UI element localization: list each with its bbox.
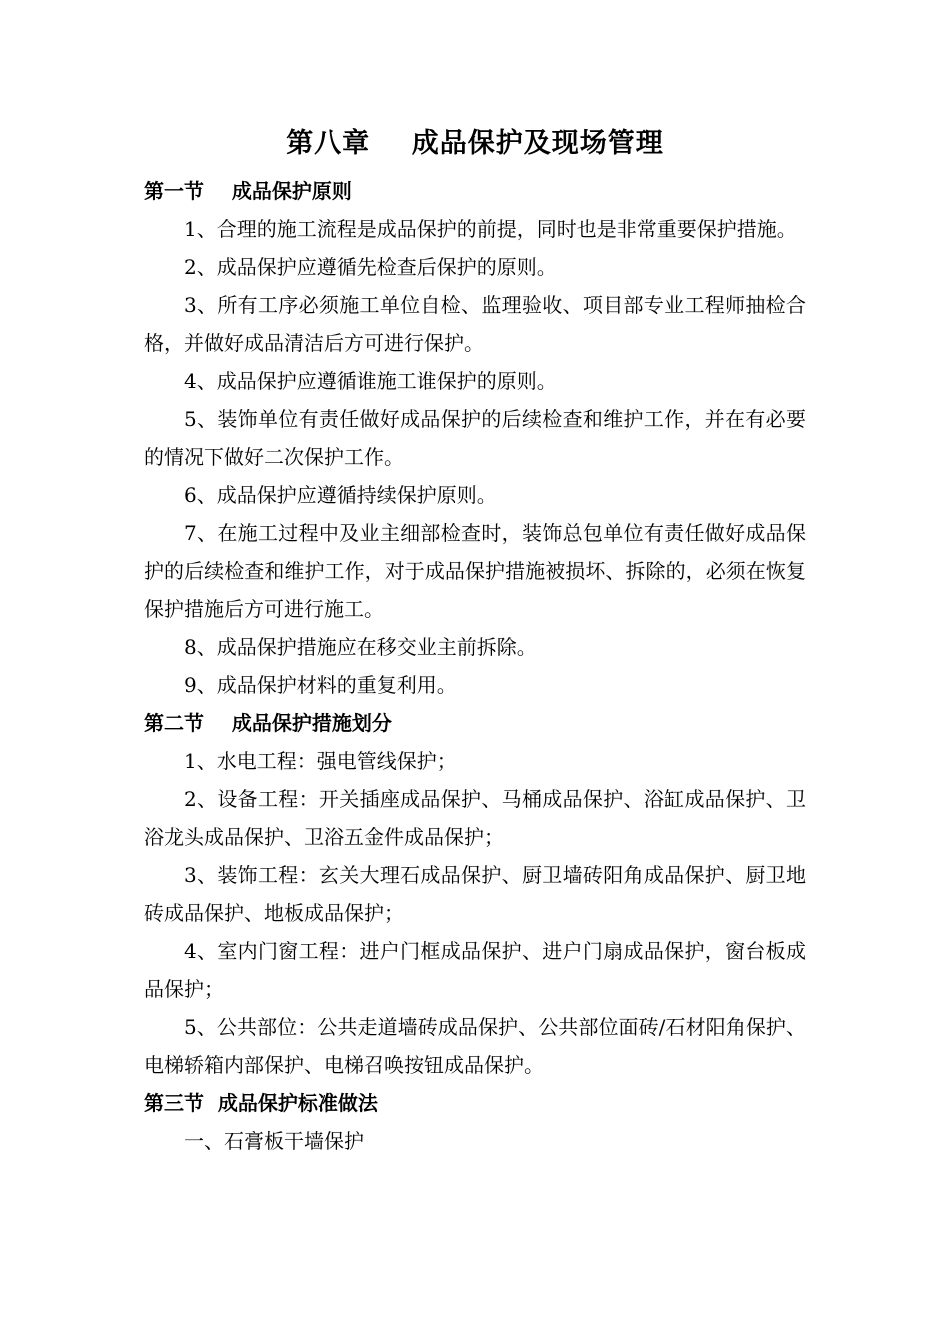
- section-heading: 第二节 成品保护措施划分: [144, 711, 392, 735]
- paragraph: 3、装饰工程：玄关大理石成品保护、厨卫墙砖阳角成品保护、厨卫地砖成品保护、地板成品保护；: [144, 863, 806, 925]
- paragraph: 5、公共部位：公共走道墙砖成品保护、公共部位面砖/石材阳角保护、电梯轿箱内部保护、电梯召唤按钮成品保护。: [144, 1015, 806, 1077]
- section-heading: 第一节 成品保护原则: [144, 179, 352, 203]
- paragraph: 1、合理的施工流程是成品保护的前提，同时也是非常重要保护措施。: [184, 217, 797, 241]
- paragraph: 7、在施工过程中及业主细部检查时，装饰总包单位有责任做好成品保护的后续检查和维护工作，对于成品保护措施被损坏、拆除的，必须在恢复保护措施后方可进行施工。: [144, 521, 806, 621]
- paragraph: 1、水电工程：强电管线保护；: [184, 749, 457, 773]
- paragraph: 5、装饰单位有责任做好成品保护的后续检查和维护工作，并在有必要的情况下做好二次保护工作。: [144, 407, 806, 469]
- paragraph: 8、成品保护措施应在移交业主前拆除。: [184, 635, 537, 659]
- paragraph: 4、成品保护应遵循谁施工谁保护的原则。: [184, 369, 557, 393]
- paragraph: 4、室内门窗工程：进户门框成品保护、进户门扇成品保护，窗台板成品保护；: [144, 939, 806, 1001]
- sub-heading: 一、石膏板干墙保护: [184, 1129, 364, 1153]
- document-body: [144, 172, 806, 1160]
- paragraph: 3、所有工序必须施工单位自检、监理验收、项目部专业工程师抽检合格，并做好成品清洁后方可进行保护。: [144, 293, 806, 355]
- paragraph: 2、设备工程：开关插座成品保护、马桶成品保护、浴缸成品保护、卫浴龙头成品保护、卫浴五金件成品保护；: [144, 787, 806, 849]
- chapter-title: 第八章 成品保护及现场管理: [286, 128, 664, 159]
- paragraph: 6、成品保护应遵循持续保护原则。: [184, 483, 497, 507]
- paragraph: 9、成品保护材料的重复利用。: [184, 673, 457, 697]
- paragraph: 2、成品保护应遵循先检查后保护的原则。: [184, 255, 557, 279]
- section-heading: 第三节 成品保护标准做法: [144, 1091, 378, 1115]
